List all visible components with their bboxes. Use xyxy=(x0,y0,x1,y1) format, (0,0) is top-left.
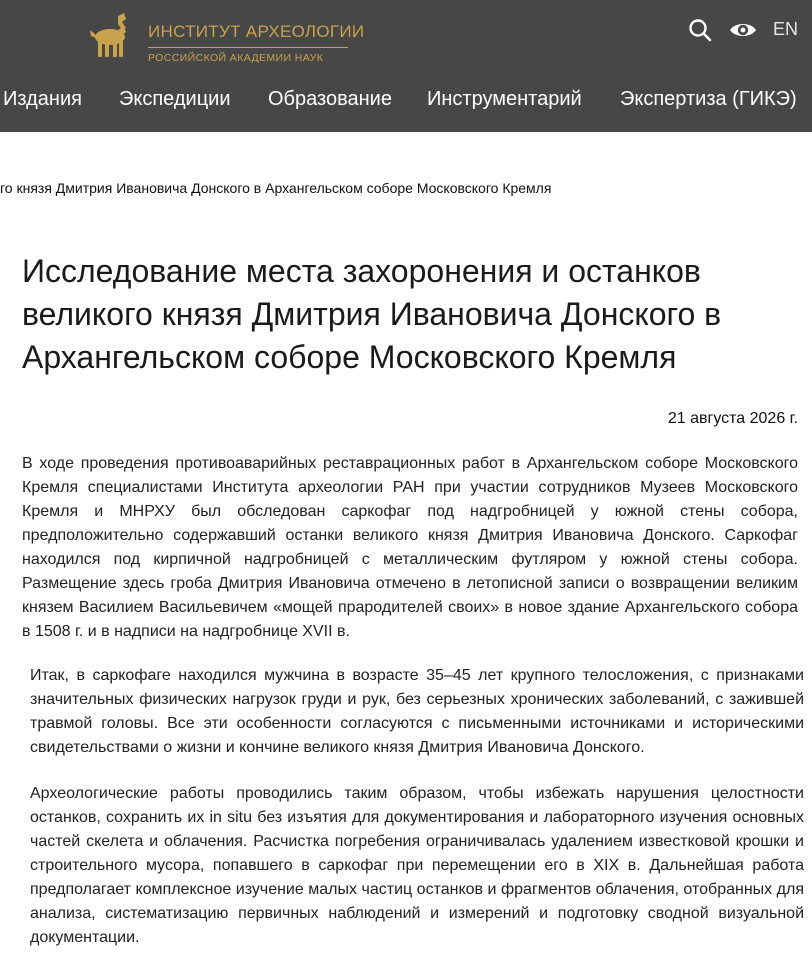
nav-item-izdaniya[interactable]: Издания xyxy=(3,88,82,110)
site-header xyxy=(0,0,812,132)
logo-title: ИНСТИТУТ АРХЕОЛОГИИ xyxy=(148,22,365,41)
nav-item-instrumentariy[interactable]: Инструментарий xyxy=(427,88,582,110)
nav-item-obrazovanie[interactable]: Образование xyxy=(268,88,392,110)
breadcrumb[interactable]: го князя Дмитрия Ивановича Донского в Архангельском соборе Московского Кремля xyxy=(0,180,552,196)
article-paragraph: Итак, в саркофаге находился мужчина в возрасте 35–45 лет крупного телосложения, с признаками значительных физических нагрузок груди и рук, без серьезных хронических заболеваний, с зажившей травмой головы. Все эти особенности согласуются с письменными источниками и историческими свидетельствами о жизни и кончине великого князя Дмитрия Ивановича Донского. xyxy=(30,667,804,756)
search-button[interactable] xyxy=(686,16,714,44)
logo-subtitle: РОССИЙСКОЙ АКАДЕМИИ НАУК xyxy=(148,52,324,64)
logo-divider xyxy=(148,47,348,48)
publication-date: 21 августа 2026 г. xyxy=(667,410,798,427)
search-icon xyxy=(686,16,714,44)
accessibility-button[interactable] xyxy=(728,16,758,44)
nav-item-ekspeditsii[interactable]: Экспедиции xyxy=(119,88,231,110)
eye-icon xyxy=(728,16,758,44)
language-switch[interactable]: EN xyxy=(773,19,799,39)
institute-logo[interactable] xyxy=(88,10,365,64)
page-title: Исследование места захоронения и останков великого князя Дмитрия Ивановича Донского в Архангельском соборе Московского Кремля xyxy=(22,253,722,375)
article-paragraph: В ходе проведения противоаварийных реставрационных работ в Архангельском соборе Московского Кремля специалистами Института археологии РАН при участии сотрудников Музеев Московского Кремля и МНРХУ был обследован саркофаг под надгробницей у южной стены собора, предположительно содержавший останки великого князя Дмитрия Ивановича Донского. Саркофаг находился под кирпичной надгробницей с металлическим футляром у южной стены собора. Размещение здесь гроба Дмитрия Ивановича отмечено в летописной записи о возвращении великим князем Василием Васильевичем «мощей прародителей своих» в новое здание Архангельского собора в 1508 г. и в надписи на надгробнице XVII в. xyxy=(22,455,798,640)
golden-horse-icon xyxy=(88,10,140,62)
article-paragraph: Археологические работы проводились таким образом, чтобы избежать нарушения целостности останков, сохранить их in situ без изъятия для документирования и лабораторного изучения основных частей скелета и облачения. Расчистка погребения ограничивалась удалением известковой крошки и строительного мусора, попавшего в саркофаг при перемещении его в XIX в. Дальнейшая работа предполагает комплексное изучение малых частиц останков и фрагментов облачения, отобранных для анализа, систематизацию первичных наблюдений и измерений и подготовку сводной визуальной документации. xyxy=(30,785,804,946)
nav-item-ekspertiza[interactable]: Экспертиза (ГИКЭ) xyxy=(620,88,797,110)
